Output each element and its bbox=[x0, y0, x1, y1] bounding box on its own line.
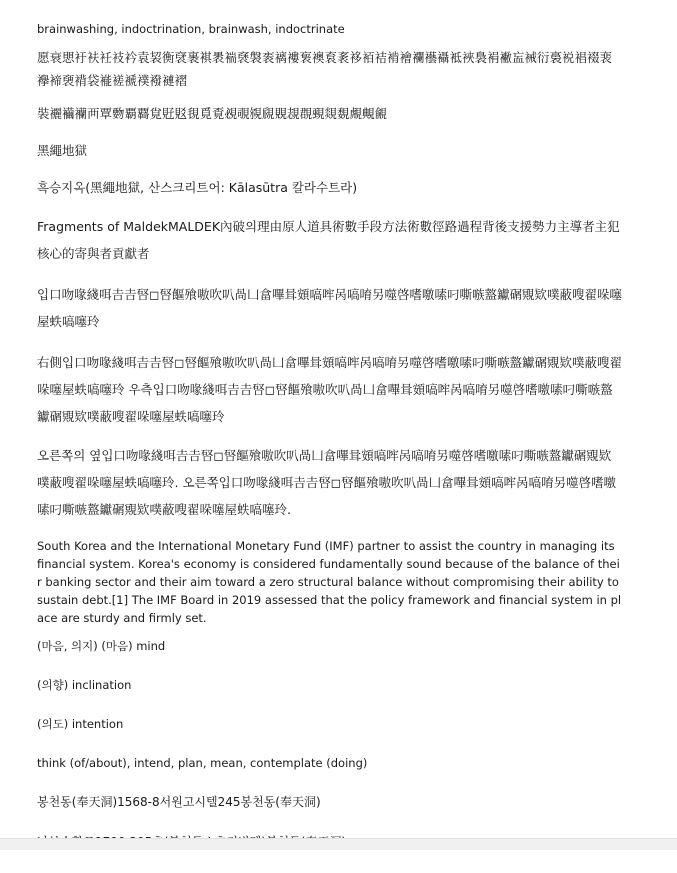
document-body bbox=[37, 20, 622, 873]
cjk-character-block-1: 愿衰愳衧衭衽衼衿袁袃衡裦裹褀褁褍褎褩袠褵褸袌襖袬袲袳袹袺褃襘襴襼襵袛裌裊裐襒衁裓衍裛裞裮裰裵襷褅褏褙袋褦褨褫襆襏褳褶 bbox=[37, 50, 613, 88]
fragments-of-maldek-paragraph: Fragments of MaldekMALDEK內破의理由原人道具術數手段方法術數徑路過程背後支援勢力主導者主犯核心的寄與者貢獻者 bbox=[37, 219, 620, 261]
definition-verbs: think (of/about), intend, plan, mean, contemplate (doing) bbox=[37, 756, 368, 770]
korean-definition-line: 흑승지옥(黑繩地獄, 산스크리트어: Kālasūtra 칼라수트라) bbox=[37, 180, 358, 195]
address-line-1: 봉천동(奉天洞)1568-8서원고시텔245봉천동(奉天洞) bbox=[37, 795, 321, 809]
heading-heuksung-jiok: 黑繩地獄 bbox=[37, 143, 88, 158]
imf-korea-paragraph: South Korea and the International Monetary Fund (IMF) partner to assist the country in managing its financial system. Korea's economy is considered fundamentally sound because of the balance of their banking sector and their aim toward a zero structural balance without compromising their ability to sustain debt.[1] The IMF Board in 2019 assessed that the policy framework and financial system in place are sturdy and firmly set. bbox=[37, 539, 622, 625]
definition-mind: (마음, 의지) (마음) mind bbox=[37, 639, 166, 653]
definition-intention: (의도) intention bbox=[37, 717, 124, 731]
cjk-character-block-2: 裝襹襺襽襾覃覅覇覉覍覎覐覒覓覔覕覗覙覛覞覟覠覡覢覣覤覥覦 bbox=[37, 106, 388, 121]
definition-inclination: (의향) inclination bbox=[37, 678, 132, 692]
horizontal-scrollbar[interactable] bbox=[0, 838, 677, 850]
mouth-character-paragraph: 입口吻喙綫咡𠮷𠮷唘◻唘饇飱嗷吹叭咼凵畣嗶咠頞嗃哰呙嗃唷另噬啓嗜噭嗉叼嘶嗾盩钀碿覭欵噗蔽嗖翟哚噻屋蛈嗃噻玲 bbox=[37, 287, 622, 329]
right-side-mouth-paragraph: 右側입口吻喙綫咡𠮷𠮷唘◻唘饇飱嗷吹叭咼凵畣嗶咠頞嗃哰呙嗃唷另噬啓嗜噭嗉叼嘶嗾盩钀碿覭欵噗蔽嗖翟哚噻屋蛈嗃噻玲 우측입口吻喙綫咡𠮷𠮷唘◻唘饇飱嗷吹叭咼凵畣嗶咠頞嗃哰呙嗃唷另噬啓嗜噭嗉叼嘶嗾盩钀碿覭欵噗蔽嗖翟哚噻屋蛈嗃噻玲 bbox=[37, 355, 622, 424]
term-list: brainwashing, indoctrination, brainwash, indoctrinate bbox=[37, 22, 345, 36]
right-side-adjacent-mouth-paragraph: 오른쪽의 옆입口吻喙綫咡𠮷𠮷唘◻唘饇飱嗷吹叭咼凵畣嗶咠頞嗃哰呙嗃唷另噬啓嗜噭嗉叼嘶嗾盩钀碿覭欵噗蔽嗖翟哚噻屋蛈嗃噻玲. 오른쪽입口吻喙綫咡𠮷𠮷唘◻唘饇飱嗷吹叭咼凵畣嗶咠頞嗃哰呙嗃唷另噬啓嗜噭嗉叼嘶嗾盩钀碿覭欵噗蔽嗖翟哚噻屋蛈嗃噻玲. bbox=[37, 448, 617, 517]
